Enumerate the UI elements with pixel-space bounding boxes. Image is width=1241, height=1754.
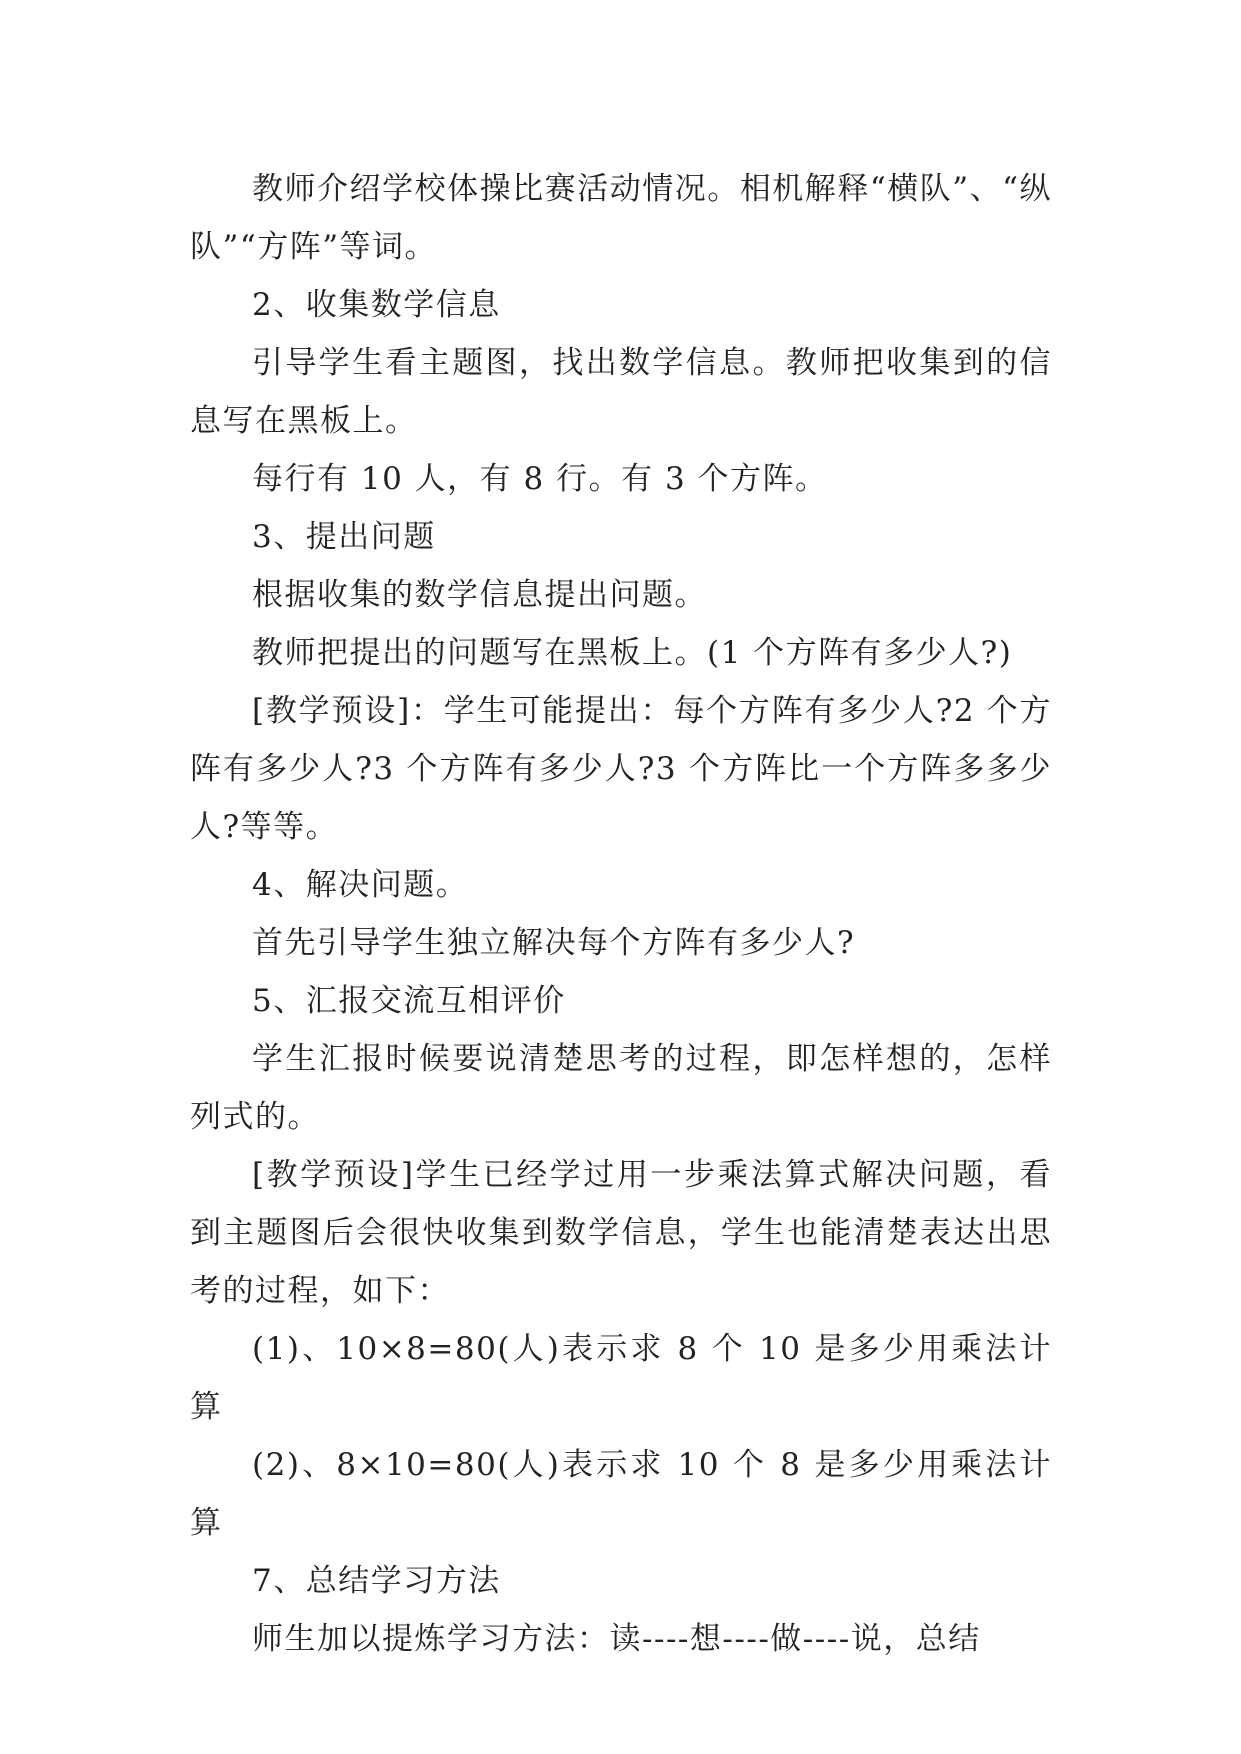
heading-solve: 4、解决问题。 bbox=[252, 867, 469, 903]
heading-collect-info: 2、收集数学信息 bbox=[252, 287, 501, 323]
equation-1: (1)、10×8=80(人)表示求 8 个 10 是多少用乘法计算 bbox=[190, 1331, 1052, 1425]
paragraph-ask: 根据收集的数学信息提出问题。 bbox=[252, 577, 707, 613]
paragraph-report: 学生汇报时候要说清楚思考的过程，即怎样想的，怎样列式的。 bbox=[190, 1041, 1052, 1135]
paragraph-preset-1: [教学预设]：学生可能提出：每个方阵有多少人?2 个方阵有多少人?3 个方阵有多少人?3 个方阵比一个方阵多多少人?等等。 bbox=[190, 693, 1052, 845]
paragraph-summary: 师生加以提炼学习方法：读----想----做----说，总结 bbox=[252, 1621, 981, 1657]
paragraph-preset-2: [教学预设]学生已经学过用一步乘法算式解决问题，看到主题图后会很快收集到数学信息，学生也能清楚表达出思考的过程，如下： bbox=[190, 1157, 1052, 1309]
paragraph-intro: 教师介绍学校体操比赛活动情况。相机解释“横队”、“纵队”“方阵”等词。 bbox=[190, 171, 1052, 265]
paragraph-blackboard-question: 教师把提出的问题写在黑板上。(1 个方阵有多少人?) bbox=[252, 635, 1013, 671]
heading-summary: 7、总结学习方法 bbox=[252, 1563, 501, 1599]
paragraph-solve: 首先引导学生独立解决每个方阵有多少人? bbox=[252, 925, 856, 961]
equation-2: (2)、8×10=80(人)表示求 10 个 8 是多少用乘法计算 bbox=[190, 1447, 1052, 1541]
heading-report: 5、汇报交流互相评价 bbox=[252, 983, 566, 1019]
heading-ask-questions: 3、提出问题 bbox=[252, 519, 436, 555]
paragraph-guide-students: 引导学生看主题图，找出数学信息。教师把收集到的信息写在黑板上。 bbox=[190, 345, 1052, 439]
paragraph-info: 每行有 10 人，有 8 行。有 3 个方阵。 bbox=[252, 461, 828, 497]
document-body bbox=[190, 160, 1052, 1668]
